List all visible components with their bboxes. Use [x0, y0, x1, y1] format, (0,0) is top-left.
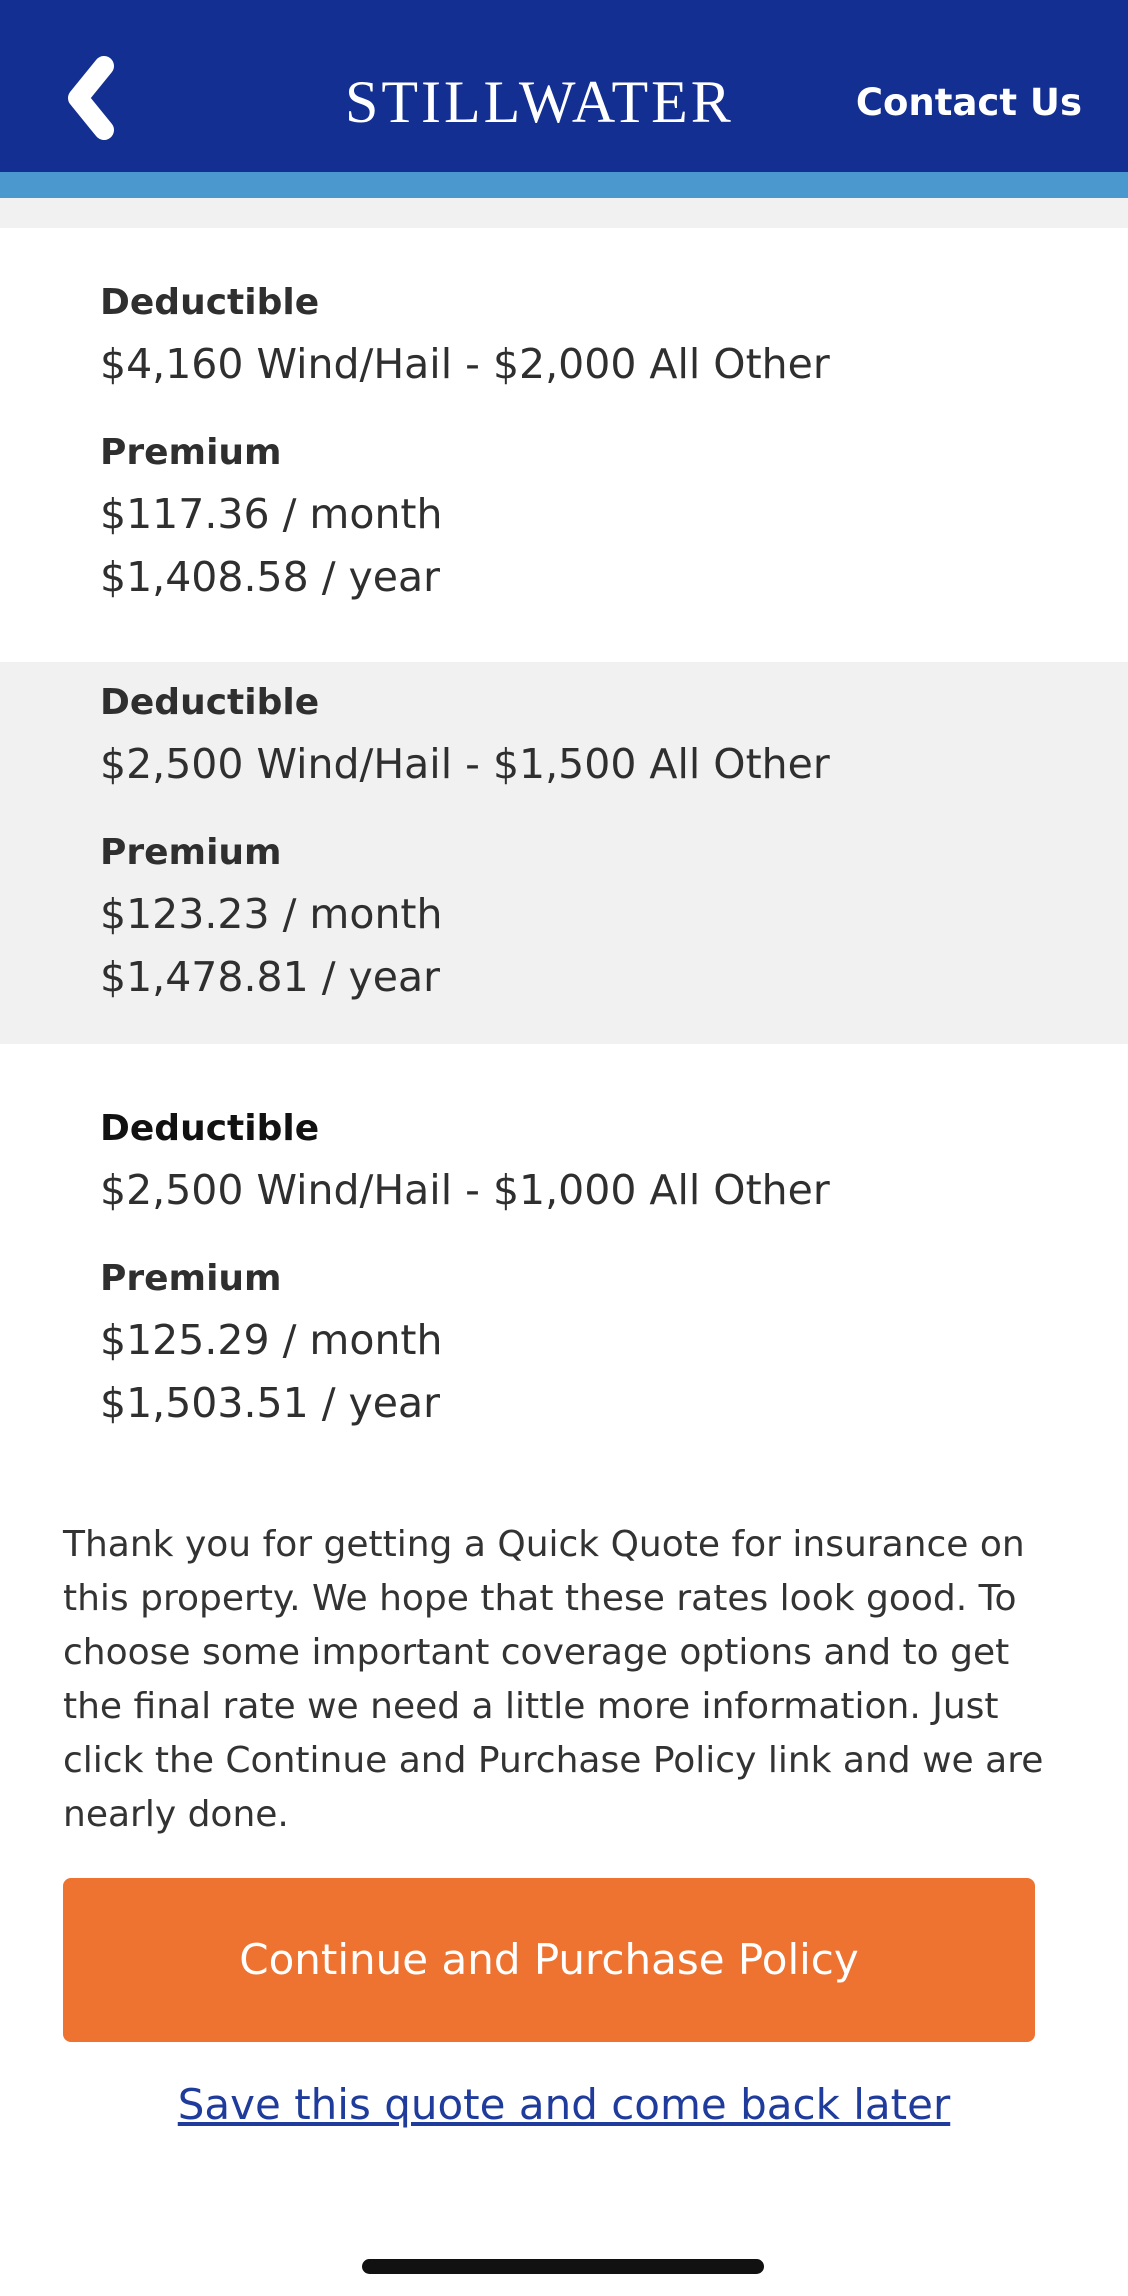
premium-label: Premium	[100, 432, 282, 473]
premium-yearly: $1,503.51 / year	[100, 1379, 441, 1427]
brand-logo: STILLWATER	[345, 69, 734, 135]
deductible-value: $4,160 Wind/Hail - $2,000 All Other	[100, 340, 830, 388]
continue-purchase-button[interactable]: Continue and Purchase Policy	[63, 1878, 1035, 2042]
premium-yearly: $1,408.58 / year	[100, 553, 441, 601]
quote-option	[0, 1044, 1128, 1480]
premium-monthly: $125.29 / month	[100, 1316, 443, 1364]
premium-monthly: $123.23 / month	[100, 890, 443, 938]
deductible-label: Deductible	[100, 682, 320, 723]
home-indicator[interactable]	[362, 2259, 764, 2274]
back-button[interactable]	[52, 46, 142, 156]
section-divider	[0, 198, 1128, 228]
premium-yearly: $1,478.81 / year	[100, 953, 441, 1001]
premium-label: Premium	[100, 1258, 282, 1299]
save-quote-link[interactable]: Save this quote and come back later	[177, 2080, 951, 2129]
deductible-label: Deductible	[100, 282, 320, 323]
quote-message: Thank you for getting a Quick Quote for insurance on this property. We hope that these rates look good. To choose some important coverage options and to get the final rate we need a little more information. Just click the Continue and Purchase Policy link and we are nearly done.	[63, 1524, 1044, 1835]
contact-us-link[interactable]: Contact Us	[855, 81, 1082, 124]
deductible-label: Deductible	[100, 1108, 320, 1149]
premium-label: Premium	[100, 832, 282, 873]
quote-option	[0, 662, 1128, 1044]
chevron-left-icon	[52, 46, 142, 156]
deductible-value: $2,500 Wind/Hail - $1,000 All Other	[100, 1166, 830, 1214]
deductible-value: $2,500 Wind/Hail - $1,500 All Other	[100, 740, 830, 788]
app-header	[0, 0, 1128, 172]
premium-monthly: $117.36 / month	[100, 490, 443, 538]
header-stripe	[0, 172, 1128, 198]
quote-option	[0, 228, 1128, 662]
